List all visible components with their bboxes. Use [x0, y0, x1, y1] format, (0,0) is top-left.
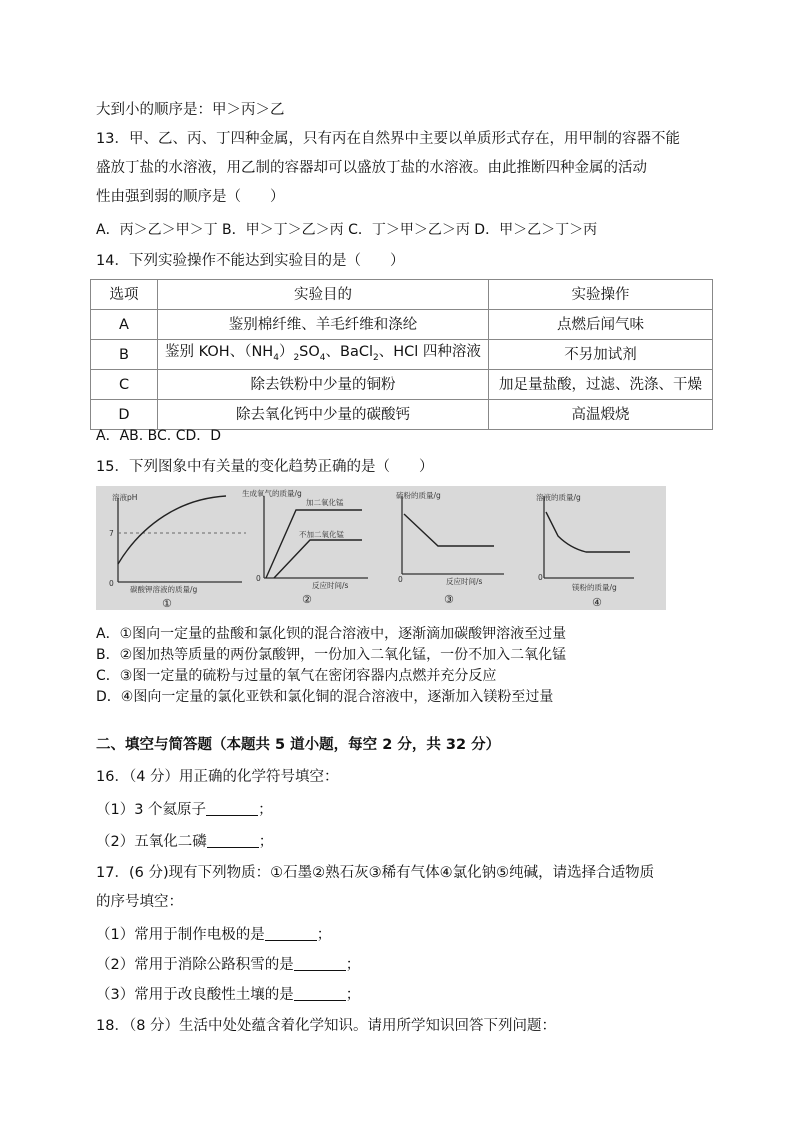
semicolon: ； — [258, 802, 273, 818]
table-header-cell: 选项 — [91, 280, 158, 310]
graph-2-origin: 0 — [256, 574, 261, 583]
table-cell: 点燃后闻气味 — [489, 310, 713, 340]
graph-2-xlabel: 反应时间/s — [312, 581, 349, 590]
q16-item-2 — [96, 832, 273, 852]
graph-1-seven: 7 — [109, 529, 114, 538]
graph-3-xlabel: 反应时间/s — [446, 577, 483, 586]
q15-graphs-figure — [96, 486, 666, 610]
q16-item-2-label: （2）五氧化二磷 — [96, 834, 207, 850]
graph-1 — [109, 492, 246, 610]
table-cell: 除去铁粉中少量的铜粉 — [158, 370, 489, 400]
graph-4 — [536, 492, 634, 609]
graph-2-line-mno2 — [266, 510, 362, 578]
section-2-heading: 二、填空与简答题（本题共 5 道小题，每空 2 分，共 32 分） — [96, 737, 501, 753]
table-row — [91, 310, 713, 340]
semicolon: ； — [345, 957, 361, 973]
q17-text-1: 17．(6 分)现有下列物质：①石墨②熟石灰③稀有气体④氯化钠⑤纯碱，请选择合适物质 — [96, 865, 655, 881]
table-cell: 加足量盐酸，过滤、洗涤、干燥 — [489, 370, 713, 400]
q14-table — [90, 279, 713, 430]
table-header-cell: 实验目的 — [158, 280, 489, 310]
graph-1-curve — [118, 496, 226, 564]
answer-blank[interactable] — [265, 926, 317, 941]
q15-option-d: D．④图向一定量的氯化亚铁和氯化铜的混合溶液中，逐渐加入镁粉至过量 — [96, 689, 554, 705]
q17-item-1-label: （1）常用于制作电极的是 — [96, 927, 265, 943]
q17-item-3 — [96, 985, 360, 1005]
q17-item-3-label: （3）常用于改良酸性土壤的是 — [96, 987, 294, 1003]
table-cell: 鉴别棉纤维、羊毛纤维和涤纶 — [158, 310, 489, 340]
table-cell: A — [91, 310, 158, 340]
table-cell: C — [91, 370, 158, 400]
graph-2-label-a: 加二氧化锰 — [306, 498, 344, 507]
graph-4-origin: 0 — [538, 573, 543, 582]
table-cell: D — [91, 400, 158, 430]
semicolon: ； — [258, 834, 274, 850]
q15-option-b: B．②图加热等质量的两份氯酸钾，一份加入二氧化锰，一份不加入二氧化锰 — [96, 647, 567, 663]
line-prev-answer: 大到小的顺序是：甲＞丙＞乙 — [96, 102, 285, 118]
graph-3-number: ③ — [444, 593, 454, 606]
q13-text-3: 性由强到弱的顺序是（ ） — [96, 189, 285, 205]
graph-2-number: ② — [302, 593, 312, 606]
table-row — [91, 340, 713, 370]
graphs-svg — [96, 486, 666, 610]
table-row — [91, 400, 713, 430]
table-cell: 高温煅烧 — [489, 400, 713, 430]
table-header-row — [91, 280, 713, 310]
q17-item-1 — [96, 925, 331, 945]
q13-options: A．丙＞乙＞甲＞丁 B．甲＞丁＞乙＞丙 C．丁＞甲＞乙＞丙 D．甲＞乙＞丁＞丙 — [96, 222, 598, 238]
q14-options: A．AB. BC. CD．D — [96, 428, 222, 444]
graph-2 — [242, 488, 368, 606]
graph-4-curve — [546, 512, 630, 552]
q13-text-1: 13．甲、乙、丙、丁四种金属，只有丙在自然界中主要以单质形式存在，用甲制的容器不能 — [96, 131, 680, 147]
q16-text: 16．（4 分）用正确的化学符号填空： — [96, 769, 339, 785]
semicolon: ； — [316, 927, 332, 943]
q17-text-2: 的序号填空： — [96, 894, 183, 910]
graph-3-ylabel: 硫粉的质量/g — [396, 491, 441, 500]
graph-2-ylabel: 生成氧气的质量/g — [242, 489, 302, 498]
q16-item-1 — [96, 800, 273, 820]
graph-1-xlabel: 碳酸钾溶液的质量/g — [130, 585, 198, 594]
q18-text: 18．（8 分）生活中处处蕴含着化学知识。请用所学知识回答下列问题： — [96, 1018, 557, 1034]
answer-blank[interactable] — [206, 801, 258, 816]
graph-3-line — [404, 514, 494, 546]
semicolon: ； — [345, 987, 361, 1003]
q15-text: 15．下列图象中有关量的变化趋势正确的是（ ） — [96, 459, 434, 475]
graph-1-origin: 0 — [109, 579, 114, 588]
answer-blank[interactable] — [294, 986, 346, 1001]
table-cell: 不另加试剂 — [489, 340, 713, 370]
graph-4-xlabel: 镁粉的质量/g — [572, 583, 617, 592]
table-cell-formula: 鉴别 KOH、$(NH_4)_2SO_4$、BaCl$_2$、HCl 四种溶液 — [158, 340, 489, 370]
table-row — [91, 370, 713, 400]
q16-item-1-label: （1）3 个氦原子 — [96, 802, 207, 818]
graph-1-number: ① — [162, 597, 172, 610]
answer-blank[interactable] — [294, 956, 346, 971]
table-cell: B — [91, 340, 158, 370]
q17-item-2-label: （2）常用于消除公路积雪的是 — [96, 957, 294, 973]
graph-4-number: ④ — [592, 596, 602, 609]
q14-text: 14．下列实验操作不能达到实验目的是（ ） — [96, 253, 405, 269]
q15-option-c: C．③图一定量的硫粉与过量的氧气在密闭容器内点燃并充分反应 — [96, 668, 497, 684]
graph-2-line-no-mno2 — [274, 540, 362, 578]
graph-2-label-b: 不加二氧化锰 — [299, 530, 344, 539]
q13-text-2: 盛放丁盐的水溶液，用乙制的容器却可以盛放丁盐的水溶液。由此推断四种金属的活动 — [96, 160, 647, 176]
answer-blank[interactable] — [207, 833, 259, 848]
q17-item-2 — [96, 955, 360, 975]
table-cell: 除去氧化钙中少量的碳酸钙 — [158, 400, 489, 430]
graph-3 — [396, 490, 504, 606]
q15-option-a: A．①图向一定量的盐酸和氯化钡的混合溶液中，逐渐滴加碳酸钾溶液至过量 — [96, 626, 567, 642]
graph-3-origin: 0 — [398, 575, 403, 584]
table-header-cell: 实验操作 — [489, 280, 713, 310]
graph-1-ylabel: 溶液pH — [112, 493, 138, 502]
graph-4-ylabel: 溶液的质量/g — [536, 493, 581, 502]
